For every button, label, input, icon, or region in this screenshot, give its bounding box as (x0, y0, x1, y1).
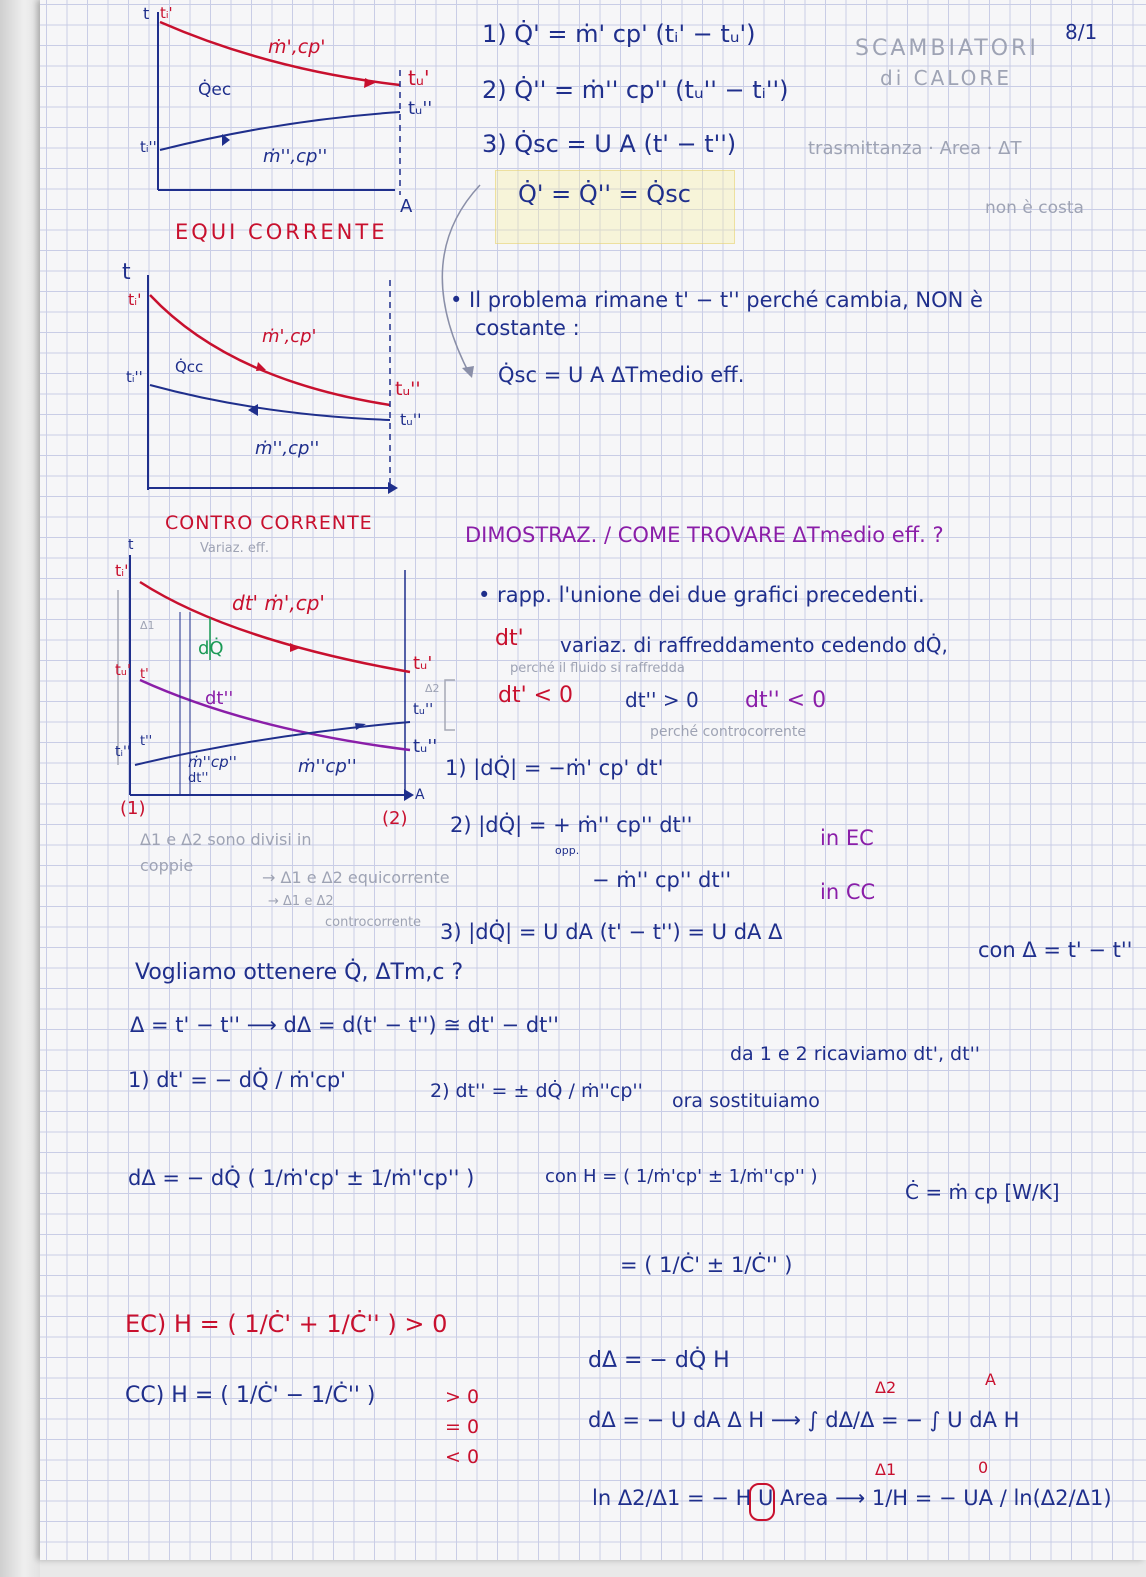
eq-top-2: 2) Q̇'' = ṁ'' cp'' (tᵤ'' − tᵢ'') (482, 76, 789, 104)
delta1-label: Δ1 (140, 619, 155, 632)
faint-note-3: → Δ1 e Δ2 equicorrente (262, 868, 450, 887)
axis-a-label-3: A (415, 787, 425, 803)
tu1-label-2: tᵤ'' (395, 378, 421, 400)
derivation-line-1: Vogliamo ottenere Q̇, ΔTm,c ? (135, 960, 464, 985)
tu2-label: tᵤ'' (408, 98, 433, 119)
ti1-label: tᵢ' (160, 4, 173, 22)
result-2: dΔ = − U dA Δ H ⟶ ∫ dΔ/Δ = − ∫ U dA H (588, 1408, 1020, 1432)
tu2-label-2: tᵤ'' (400, 410, 422, 429)
derivation-line-2-tail: da 1 e 2 ricaviamo dt', dt'' (730, 1043, 981, 1065)
axis-t-label-3: t (128, 537, 134, 553)
h-circle-mark (749, 1483, 775, 1521)
point2-label: (2) (382, 808, 408, 829)
delta2-label: Δ2 (425, 682, 440, 695)
derivation-line-2: Δ = t' − t'' ⟶ dΔ = d(t' − t'') ≅ dt' − dt'' (130, 1013, 559, 1037)
faint-note-2: coppie (140, 856, 194, 875)
tu1-label-3: tᵤ' (115, 661, 132, 679)
controcorrente-title: CONTRO CORRENTE (165, 512, 373, 534)
integral-bottom-1: Δ1 (875, 1460, 897, 1479)
qsc-note: Q̇sc = U A ΔTmedio eff. (498, 363, 745, 387)
cc-condition: CC) H = ( 1/Ċ' − 1/Ċ'' ) (125, 1383, 376, 1408)
dimostra-opp: opp. (555, 844, 580, 857)
dimostra-eq-2b-tag: in CC (820, 880, 876, 904)
t1-label-3: t' (140, 667, 149, 682)
derivation-dt2: 2) dt'' = ± dQ̇ / ṁ''cp'' (430, 1080, 643, 1102)
faint-note-4: → Δ1 e Δ2 (268, 894, 334, 909)
cc-lt-zero: < 0 (445, 1446, 480, 1468)
cc-eq-zero: = 0 (445, 1416, 480, 1438)
section-title: SCAMBIATORI (855, 36, 1039, 61)
dimostra-eq-1: 1) |dQ̇| = −ṁ' cp' dt' (445, 756, 664, 780)
dimostra-title: DIMOSTRAZ. / COME TROVARE ΔTmedio eff. ? (465, 523, 944, 547)
tu-right1: tᵤ' (413, 653, 433, 674)
variaz-note: Variaz. eff. (200, 541, 269, 556)
flow2-label: ṁ'',cp'' (263, 146, 328, 167)
dimostra-faint-1: perché il fluido si raffredda (510, 661, 685, 676)
derivation-h-equiv: = ( 1/Ċ' ± 1/Ċ'' ) (620, 1253, 793, 1277)
dimostra-dt1: dt' (495, 626, 524, 651)
faint-note-5: controcorrente (325, 915, 422, 930)
tu-right3: tᵤ'' (413, 736, 438, 757)
dt2-label: dt'' (205, 688, 234, 709)
axis-t-label-2: t (122, 260, 131, 285)
derivation-ddelta: dΔ = − dQ̇ ( 1/ṁ'cp' ± 1/ṁ''cp'' ) (128, 1166, 475, 1190)
axis-t-label: t (143, 4, 150, 23)
eq-top-4: Q̇' = Q̇'' = Q̇sc (518, 180, 691, 208)
derivation-line-3-tail: ora sostituiamo (672, 1090, 820, 1112)
dimostra-eq-2b: − ṁ'' cp'' dt'' (592, 868, 732, 892)
problem-line-2: costante : (475, 316, 580, 340)
flow1-label: ṁ',cp' (268, 36, 326, 58)
ti2-label-2: tᵢ'' (126, 368, 143, 386)
section-subtitle: di CALORE (880, 66, 1012, 90)
qcc-label: Q̇cc (175, 358, 204, 376)
eq-top-1: 1) Q̇' = ṁ' cp' (tᵢ' − tᵤ') (482, 20, 756, 48)
faint-note-1: Δ1 e Δ2 sono divisi in (140, 830, 312, 849)
dimostra-line-2: variaz. di raffreddamento cedendo dQ̇, (560, 633, 948, 657)
side-note-2: non è costa (985, 198, 1084, 218)
equicorrente-title: EQUI CORRENTE (175, 220, 388, 244)
problem-line-1: • Il problema rimane t' − t'' perché cambia, NON è (450, 288, 983, 312)
integral-bottom-2: 0 (978, 1458, 989, 1477)
flow2b-label: ṁ''cp'' (298, 756, 357, 777)
derivation-h-def: con H = ( 1/ṁ'cp' ± 1/ṁ''cp'' ) (545, 1166, 818, 1187)
dq-label: dQ̇ (198, 638, 224, 659)
derivation-c-def: Ċ = ṁ cp [W/K] (905, 1180, 1060, 1204)
notebook-binding (0, 0, 40, 1577)
side-note-1: trasmittanza · Area · ΔT (808, 138, 1022, 159)
dimostra-eq-3: 3) |dQ̇| = U dA (t' − t'') = U dA Δ (440, 920, 783, 944)
ti1-label-3: tᵢ' (115, 561, 129, 580)
ti2-label-3: tᵢ'' (115, 744, 131, 760)
flow2a-dt-label: dt'' (188, 771, 209, 786)
integral-top-2: A (985, 1370, 996, 1389)
dimostra-dt2-neg: dt'' < 0 (745, 688, 827, 713)
dimostra-eq-2-tag: in EC (820, 826, 874, 850)
dimostra-line-1: • rapp. l'unione dei due grafici precedenti. (478, 583, 925, 607)
dimostra-eq-2: 2) |dQ̇| = + ṁ'' cp'' dt'' (450, 813, 693, 837)
t2-label-3: t'' (140, 734, 153, 749)
result-3: ln Δ2/Δ1 = − H U Area ⟶ 1/H = − UA / ln(Δ2/Δ1) (592, 1486, 1112, 1510)
dimostra-eq-3-tail: con Δ = t' − t'' (978, 938, 1133, 962)
result-1: dΔ = − dQ̇ H (588, 1348, 730, 1373)
ec-condition: EC) H = ( 1/Ċ' + 1/Ċ'' ) > 0 (125, 1310, 448, 1338)
integral-top-1: Δ2 (875, 1378, 897, 1397)
qec-label: Q̇ec (198, 80, 232, 100)
axis-a-label: A (400, 196, 413, 217)
page-number: 8/1 (1065, 20, 1098, 44)
ti2-label: tᵢ'' (140, 138, 157, 156)
point1-label: (1) (120, 798, 146, 819)
cc-gt-zero: > 0 (445, 1386, 480, 1408)
tu-right2: tᵤ'' (413, 700, 434, 718)
tu1-label: tᵤ' (408, 66, 430, 90)
dimostra-dt2-pos: dt'' > 0 (625, 688, 699, 712)
flow1-label-3: dt' ṁ',cp' (232, 591, 325, 615)
flow2a-label: ṁ''cp'' (188, 753, 237, 771)
flow1-label-2: ṁ',cp' (262, 326, 317, 347)
dimostra-dt1-neg: dt' < 0 (498, 683, 574, 708)
eq-top-3: 3) Q̇sc = U A (t' − t'') (482, 130, 737, 158)
flow2-label-2: ṁ'',cp'' (255, 438, 320, 459)
derivation-dt1: 1) dt' = − dQ̇ / ṁ'cp' (128, 1068, 346, 1092)
ti1-label-2: tᵢ' (128, 290, 142, 309)
dimostra-faint-2: perché controcorrente (650, 724, 807, 740)
